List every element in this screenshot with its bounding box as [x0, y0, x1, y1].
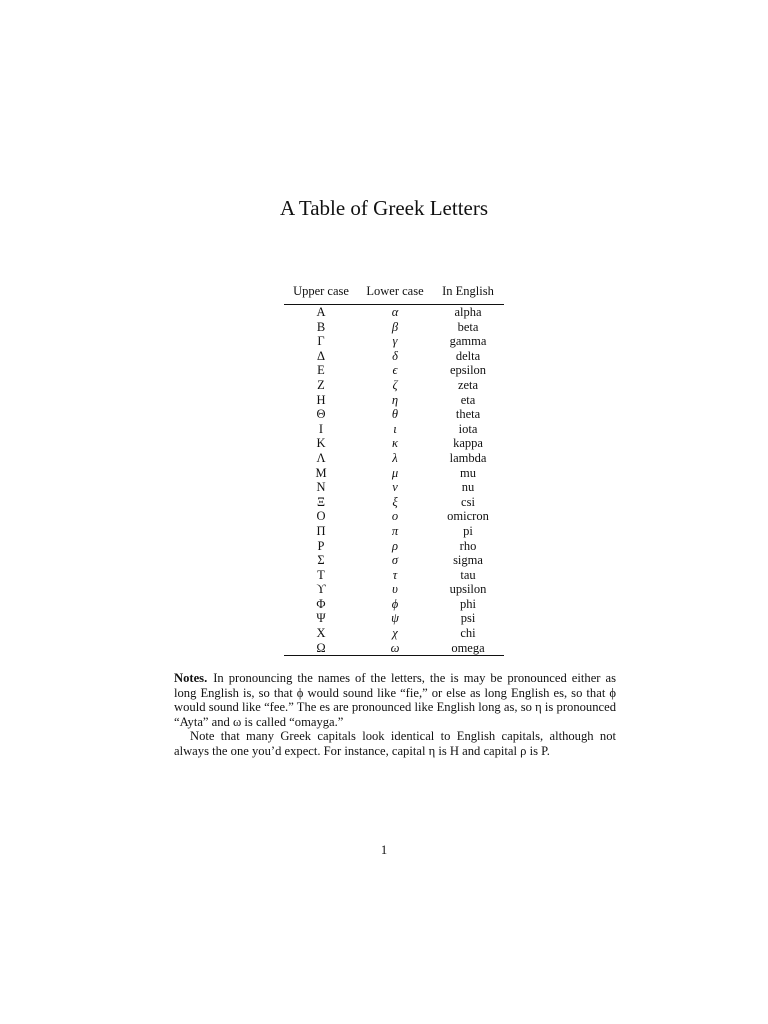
english-name-cell: upsilon	[449, 582, 487, 597]
lower-case-cell: ϕ	[391, 596, 399, 611]
column-header-in-english: In English	[432, 284, 504, 305]
table-row	[284, 480, 504, 495]
table-row	[284, 305, 504, 320]
english-name-cell: sigma	[453, 553, 483, 568]
upper-case-cell: Ι	[318, 421, 324, 436]
table-row	[284, 393, 504, 408]
lower-case-cell: μ	[391, 465, 399, 480]
notes-paragraph-1-text: In pronouncing the names of the letters, the is may be pronounced either as long English is, so that ϕ would sound like “fie,” or else as long English es, so that ϕ would sound like “fee.” The es are pronounced like English long as, so η is pronounced “Ayta” and ω is called “omayga.”	[174, 671, 616, 729]
lower-case-cell: χ	[392, 626, 398, 641]
english-name-cell: eta	[460, 392, 476, 407]
lower-case-cell: ω	[358, 641, 432, 656]
table-row	[284, 626, 504, 641]
table-row	[284, 407, 504, 422]
table-row	[284, 466, 504, 481]
lower-case-cell: ν	[392, 480, 398, 495]
table-row	[284, 334, 504, 349]
english-name-cell: mu	[460, 465, 476, 480]
english-name-cell: nu	[461, 480, 475, 495]
lower-case-cell: θ	[391, 407, 399, 422]
column-header-upper-case: Upper case	[284, 284, 358, 305]
upper-case-cell: Φ	[316, 596, 326, 611]
lower-case-cell: σ	[391, 553, 399, 568]
table-row	[284, 597, 504, 612]
english-name-cell: rho	[459, 538, 477, 553]
english-name-cell: iota	[458, 421, 478, 436]
upper-case-cell: Δ	[316, 348, 326, 363]
greek-letters-table	[284, 284, 504, 656]
table-row	[284, 539, 504, 554]
table-row	[284, 524, 504, 539]
lower-case-cell: ϵ	[392, 363, 398, 378]
english-name-cell: theta	[455, 407, 481, 422]
english-name-cell: gamma	[449, 334, 487, 349]
notes-paragraph-1	[174, 671, 616, 729]
upper-case-cell: Π	[316, 523, 326, 538]
table-row	[284, 436, 504, 451]
lower-case-cell: β	[391, 319, 399, 334]
english-name-cell: pi	[463, 523, 473, 538]
lower-case-cell: ι	[393, 421, 397, 436]
english-name-cell: chi	[460, 626, 476, 641]
table-row	[284, 568, 504, 583]
english-name-cell: psi	[460, 611, 476, 626]
notes-section	[174, 671, 616, 759]
english-name-cell: csi	[461, 494, 475, 509]
lower-case-cell: γ	[392, 334, 398, 349]
upper-case-cell: Τ	[317, 567, 325, 582]
upper-case-cell: Η	[316, 392, 326, 407]
english-name-cell: lambda	[449, 450, 487, 465]
lower-case-cell: δ	[392, 348, 398, 363]
lower-case-cell: η	[391, 392, 399, 407]
upper-case-cell: Ξ	[316, 494, 326, 509]
table-row	[284, 363, 504, 378]
lower-case-cell: α	[391, 305, 399, 319]
upper-case-cell: Ω	[284, 641, 358, 656]
upper-case-cell: Μ	[315, 465, 327, 480]
english-name-cell: zeta	[457, 377, 479, 392]
upper-case-cell: Χ	[316, 626, 326, 641]
lower-case-cell: ο	[391, 509, 399, 524]
lower-case-cell: κ	[392, 436, 398, 451]
english-name-cell: delta	[455, 348, 481, 363]
upper-case-cell: Ρ	[317, 538, 325, 553]
upper-case-cell: Κ	[316, 436, 326, 451]
table-row	[284, 378, 504, 393]
upper-case-cell: Α	[316, 305, 326, 319]
upper-case-cell: Ζ	[317, 377, 325, 392]
table-row	[284, 320, 504, 335]
upper-case-cell: Θ	[316, 407, 326, 422]
upper-case-cell: ϒ	[316, 582, 326, 597]
upper-case-cell: Γ	[317, 334, 325, 349]
lower-case-cell: ρ	[392, 538, 398, 553]
document-title: A Table of Greek Letters	[279, 196, 489, 220]
table-row	[284, 422, 504, 437]
table-row	[284, 509, 504, 524]
lower-case-cell: π	[391, 523, 399, 538]
table-row	[284, 582, 504, 597]
upper-case-cell: Ε	[317, 363, 325, 378]
table-row	[284, 495, 504, 510]
table-row	[284, 553, 504, 568]
table-row	[284, 611, 504, 626]
english-name-cell: beta	[457, 319, 479, 334]
english-name-cell: phi	[460, 596, 476, 611]
column-header-lower-case: Lower case	[358, 284, 432, 305]
notes-paragraph-2: Note that many Greek capitals look identical to English capitals, although not always the one you’d expect. For instance, capital η is H and capital ρ is P.	[174, 729, 616, 758]
upper-case-cell: Λ	[316, 450, 326, 465]
table-row	[284, 641, 504, 656]
english-name-cell: alpha	[454, 305, 482, 319]
english-name-cell: tau	[460, 567, 476, 582]
lower-case-cell: λ	[392, 450, 398, 465]
table-row	[284, 349, 504, 364]
upper-case-cell: Ψ	[316, 611, 326, 626]
lower-case-cell: ψ	[391, 611, 399, 626]
table-row	[284, 451, 504, 466]
english-name-cell: epsilon	[449, 363, 487, 378]
table-header-row	[284, 284, 504, 305]
lower-case-cell: ξ	[392, 494, 398, 509]
upper-case-cell: Ο	[316, 509, 326, 524]
lower-case-cell: τ	[392, 567, 398, 582]
upper-case-cell: Σ	[317, 553, 325, 568]
english-name-cell: omicron	[447, 509, 489, 524]
table-body	[284, 305, 504, 656]
english-name-cell: omega	[432, 641, 504, 656]
notes-lead: Notes.	[174, 671, 208, 685]
page-number: 1	[380, 843, 388, 857]
upper-case-cell: Ν	[316, 480, 326, 495]
upper-case-cell: Β	[316, 319, 326, 334]
lower-case-cell: ζ	[392, 377, 398, 392]
lower-case-cell: υ	[392, 582, 398, 597]
english-name-cell: kappa	[453, 436, 483, 451]
